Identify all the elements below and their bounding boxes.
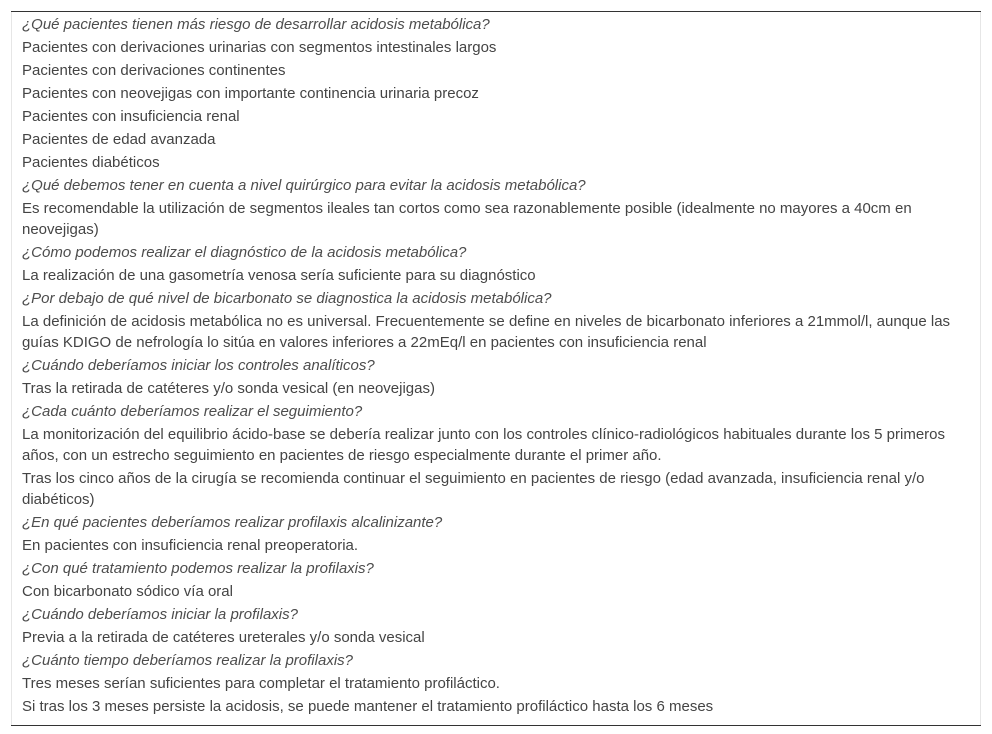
question-row: ¿En qué pacientes deberíamos realizar profilaxis alcalinizante? (22, 514, 443, 531)
answer-row: Tres meses serían suficientes para completar el tratamiento profiláctico. (22, 675, 500, 692)
answer-row: Pacientes de edad avanzada (22, 131, 216, 148)
question-row: ¿Cómo podemos realizar el diagnóstico de la acidosis metabólica? (22, 244, 467, 261)
question-row: ¿Qué pacientes tienen más riesgo de desarrollar acidosis metabólica? (22, 16, 490, 33)
faq-table (11, 11, 981, 726)
answer-row: En pacientes con insuficiencia renal preoperatoria. (22, 537, 359, 554)
answer-row: Pacientes con derivaciones urinarias con segmentos intestinales largos (22, 39, 497, 56)
answer-row: La realización de una gasometría venosa sería suficiente para su diagnóstico (22, 267, 536, 284)
answer-row: Si tras los 3 meses persiste la acidosis, se puede mantener el tratamiento profiláctico hasta los 6 meses (22, 698, 714, 715)
answer-row: La definición de acidosis metabólica no es universal. Frecuentemente se define en niveles de bicarbonato inferiores a 21mmol/l, aunque las guías KDIGO de nefrología lo sitúa en valores inferiores a 22mEq/l en pacientes con insuficiencia renal (22, 313, 951, 351)
answer-row: Tras la retirada de catéteres y/o sonda vesical (en neovejigas) (22, 380, 435, 397)
question-row: ¿Cuándo deberíamos iniciar los controles analíticos? (22, 357, 375, 374)
faq-table-body (11, 12, 981, 725)
question-row: ¿Con qué tratamiento podemos realizar la profilaxis? (22, 560, 374, 577)
answer-row: Es recomendable la utilización de segmentos ileales tan cortos como sea razonablemente posible (idealmente no mayores a 40cm en neovejigas) (22, 200, 912, 238)
answer-row: Pacientes diabéticos (22, 154, 160, 171)
answer-row: Pacientes con insuficiencia renal (22, 108, 240, 125)
answer-row: Tras los cinco años de la cirugía se recomienda continuar el seguimiento en pacientes de riesgo (edad avanzada, insuficiencia renal y/o diabéticos) (22, 470, 925, 508)
question-row: ¿Qué debemos tener en cuenta a nivel quirúrgico para evitar la acidosis metabólica? (22, 177, 586, 194)
question-row: ¿Cuándo deberíamos iniciar la profilaxis? (22, 606, 298, 623)
question-row: ¿Por debajo de qué nivel de bicarbonato se diagnostica la acidosis metabólica? (22, 290, 552, 307)
answer-row: Pacientes con derivaciones continentes (22, 62, 286, 79)
question-row: ¿Cada cuánto deberíamos realizar el seguimiento? (22, 403, 363, 420)
answer-row: Con bicarbonato sódico vía oral (22, 583, 233, 600)
answer-row: La monitorización del equilibrio ácido-base se debería realizar junto con los controles clínico-radiológicos habituales durante los 5 primeros años, con un estrecho seguimiento en pacientes de riesgo especialmente durante el primer año. (22, 426, 946, 464)
answer-row: Previa a la retirada de catéteres ureterales y/o sonda vesical (22, 629, 425, 646)
question-row: ¿Cuánto tiempo deberíamos realizar la profilaxis? (22, 652, 353, 669)
answer-row: Pacientes con neovejigas con importante continencia urinaria precoz (22, 85, 479, 102)
